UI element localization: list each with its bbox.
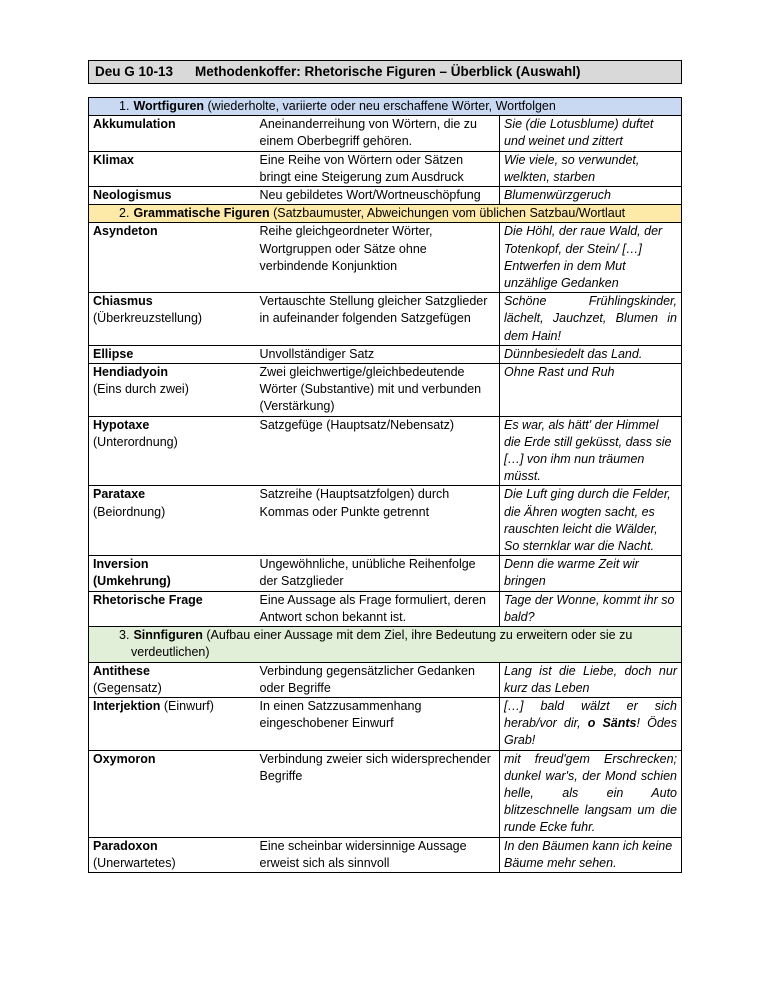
table-row: Paradoxon (Unerwartetes) Eine scheinbar widersinnige Aussage erweist sich als sinnvoll In den Bäumen kann ich keine Bäume mehr sehen. <box>89 837 682 872</box>
table-row: Interjektion (Einwurf) In einen Satzzusammenhang eingeschobener Einwurf […] bald wälzt er sich herab/vor dir, o Sänts! Ödes Grab! <box>89 697 682 750</box>
section-header-grammatische-figuren: 2. Grammatische Figuren (Satzbaumuster, Abweichungen vom üblichen Satzbau/Wortlaut <box>89 205 682 223</box>
section-name: Sinnfiguren <box>133 628 203 643</box>
section-header-sinnfiguren: 3. Sinnfiguren (Aufbau einer Aussage mit dem Ziel, ihre Bedeutung zu erweitern oder sie zu verdeutlichen) <box>89 627 682 662</box>
section-name: Wortfiguren <box>133 99 205 113</box>
section-description: (Satzbaumuster, Abweichungen vom üblichen Satzbau/Wortlaut <box>269 206 626 221</box>
table-row: Oxymoron Verbindung zweier sich widersprechender Begriffe mit freud'gem Erschrecken; dunkel war's, der Mond schien helle, als ein Auto blitzeschnelle langsam um die runde Ecke fuhr. <box>89 750 682 837</box>
table-row: Asyndeton Reihe gleichgeordneter Wörter, Wortgruppen oder Sätze ohne verbindende Konjunktion Die Höhl, der raue Wald, der Totenkopf, der Stein/ […] Entwerfen in dem Mut unzählige Gedanken <box>89 223 682 293</box>
worksheet-header <box>88 60 682 84</box>
table-row: Rhetorische Frage Eine Aussage als Frage formuliert, deren Antwort schon bekannt ist. Tage der Wonne, kommt ihr so bald? <box>89 591 682 626</box>
section-header-wortfiguren: 1. Wortfiguren (wiederholte, variierte oder neu erschaffene Wörter, Wortfolgen <box>89 98 682 116</box>
figures-table <box>88 97 682 873</box>
table-row: Ellipse Unvollständiger Satz Dünnbesiedelt das Land. <box>89 345 682 363</box>
table-row: Chiasmus (Überkreuzstellung) Vertauschte Stellung gleicher Satzglieder in aufeinander folgenden Satzgefügen Schöne Frühlingskinder, lächelt, Jauchzet, Blumen in dem Hain! <box>89 293 682 346</box>
table-row: Inversion (Umkehrung) Ungewöhnliche, unübliche Reihenfolge der Satzglieder Denn die warme Zeit wir bringen <box>89 556 682 591</box>
course-code: Deu G 10-13 <box>95 64 174 79</box>
table-row: Hendiadyoin (Eins durch zwei) Zwei gleichwertige/gleichbedeutende Wörter (Substantive) mit und verbunden (Verstärkung) Ohne Rast und Ruh <box>89 364 682 417</box>
table-row: Akkumulation Aneinanderreihung von Wörtern, die zu einem Oberbegriff gehören. Sie (die Lotusblume) duftet und weinet und zittert <box>89 116 682 151</box>
worksheet-title: Methodenkoffer: Rhetorische Figuren – Überblick (Auswahl) <box>195 64 581 79</box>
section-description: (wiederholte, variierte oder neu erschaffene Wörter, Wortfolgen <box>204 99 556 113</box>
table-row: Neologismus Neu gebildetes Wort/Wortneuschöpfung Blumenwürzgeruch <box>89 187 682 205</box>
table-row: Parataxe (Beiordnung) Satzreihe (Hauptsatzfolgen) durch Kommas oder Punkte getrennt Die Luft ging durch die Felder, die Ähren wogten sacht, es rauschten leicht die Wälder, So sternklar war die Nacht. <box>89 486 682 556</box>
table-row: Antithese (Gegensatz) Verbindung gegensätzlicher Gedanken oder Begriffe Lang ist die Liebe, doch nur kurz das Leben <box>89 662 682 697</box>
section-name: Grammatische Figuren <box>133 206 270 221</box>
section-description: (Aufbau einer Aussage mit dem Ziel, ihre Bedeutung zu erweitern oder sie zu <box>202 628 633 643</box>
table-row: Hypotaxe (Unterordnung) Satzgefüge (Hauptsatz/Nebensatz) Es war, als hätt' der Himmel die Erde still geküsst, dass sie […] von ihm nun träumen müsst. <box>89 416 682 486</box>
table-row: Klimax Eine Reihe von Wörtern oder Sätzen bringt eine Steigerung zum Ausdruck Wie viele, so verwundet, welkten, starben <box>89 151 682 186</box>
